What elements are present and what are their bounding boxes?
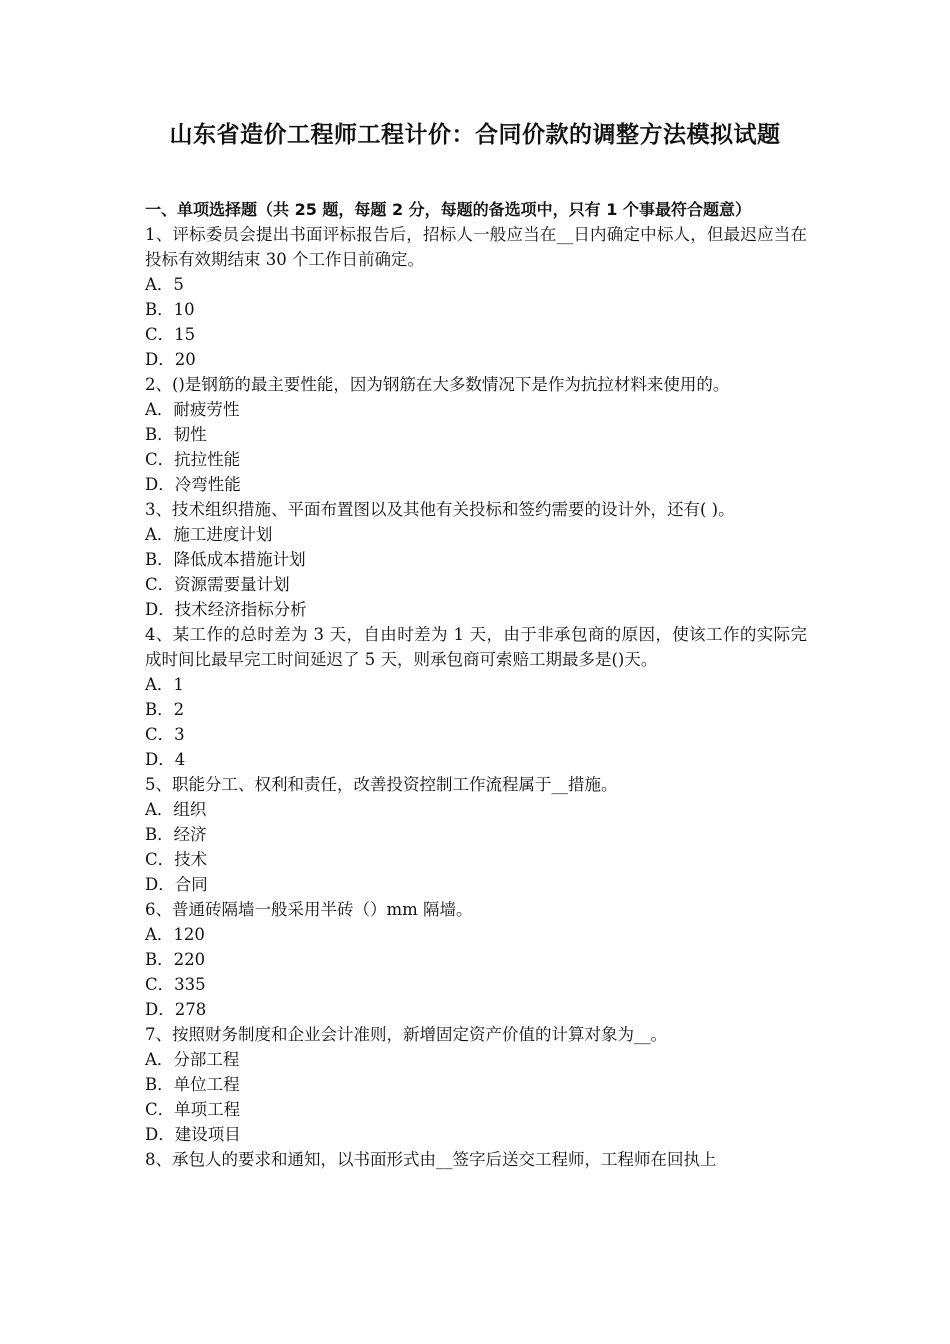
- option-b: B．单位工程: [145, 1075, 240, 1094]
- question-2-text: 2、()是钢筋的最主要性能，因为钢筋在大多数情况下是作为抗拉材料来使用的。: [145, 375, 730, 394]
- option-c: C．抗拉性能: [145, 450, 241, 469]
- option-a: A．施工进度计划: [145, 525, 273, 544]
- option-c: C．335: [145, 975, 206, 994]
- question-6-text: 6、普通砖隔墙一般采用半砖（）mm 隔墙。: [145, 900, 473, 919]
- option-b: B．降低成本措施计划: [145, 550, 306, 569]
- question-4-text: 4、某工作的总时差为 3 天，自由时差为 1 天，由于非承包商的原因，使该工作的实际完成时间比最早完工时间延迟了 5 天，则承包商可索赔工期最多是()天。: [145, 625, 807, 669]
- option-d: D．冷弯性能: [145, 475, 241, 494]
- option-c: C．单项工程: [145, 1100, 241, 1119]
- section-heading: 一、单项选择题（共 25 题，每题 2 分，每题的备选项中，只有 1 个事最符合题意）: [145, 200, 751, 219]
- question-1-text: 1、评标委员会提出书面评标报告后，招标人一般应当在__日内确定中标人，但最迟应当在投标有效期结束 30 个工作日前确定。: [145, 225, 807, 269]
- question-7-text: 7、按照财务制度和企业会计准则，新增固定资产价值的计算对象为__。: [145, 1025, 667, 1044]
- option-b: B．220: [145, 950, 206, 969]
- option-d: D．4: [145, 750, 186, 769]
- option-c: C．技术: [145, 850, 208, 869]
- option-d: D．建设项目: [145, 1125, 241, 1144]
- document-title: 山东省造价工程师工程计价：合同价款的调整方法模拟试题: [169, 122, 781, 148]
- option-b: B．2: [145, 700, 185, 719]
- question-8-text: 8、承包人的要求和通知，以书面形式由__签字后送交工程师，工程师在回执上: [145, 1150, 717, 1169]
- option-a: A．5: [145, 275, 184, 294]
- option-c: C．资源需要量计划: [145, 575, 290, 594]
- option-b: B．韧性: [145, 425, 207, 444]
- option-c: C．3: [145, 725, 185, 744]
- option-d: D．278: [145, 1000, 207, 1019]
- option-a: A．120: [145, 925, 205, 944]
- option-a: A．组织: [145, 800, 207, 819]
- option-d: D．合同: [145, 875, 208, 894]
- option-d: D．20: [145, 350, 196, 369]
- option-b: B．经济: [145, 825, 207, 844]
- question-5-text: 5、职能分工、权利和责任，改善投资控制工作流程属于__措施。: [145, 775, 618, 794]
- option-a: A．1: [145, 675, 184, 694]
- option-a: A．分部工程: [145, 1050, 240, 1069]
- option-d: D．技术经济指标分析: [145, 600, 307, 619]
- option-a: A．耐疲劳性: [145, 400, 240, 419]
- question-3-text: 3、技术组织措施、平面布置图以及其他有关投标和签约需要的设计外，还有( )。: [145, 500, 735, 519]
- document-body: [145, 198, 807, 1172]
- option-c: C．15: [145, 325, 196, 344]
- option-b: B．10: [145, 300, 195, 319]
